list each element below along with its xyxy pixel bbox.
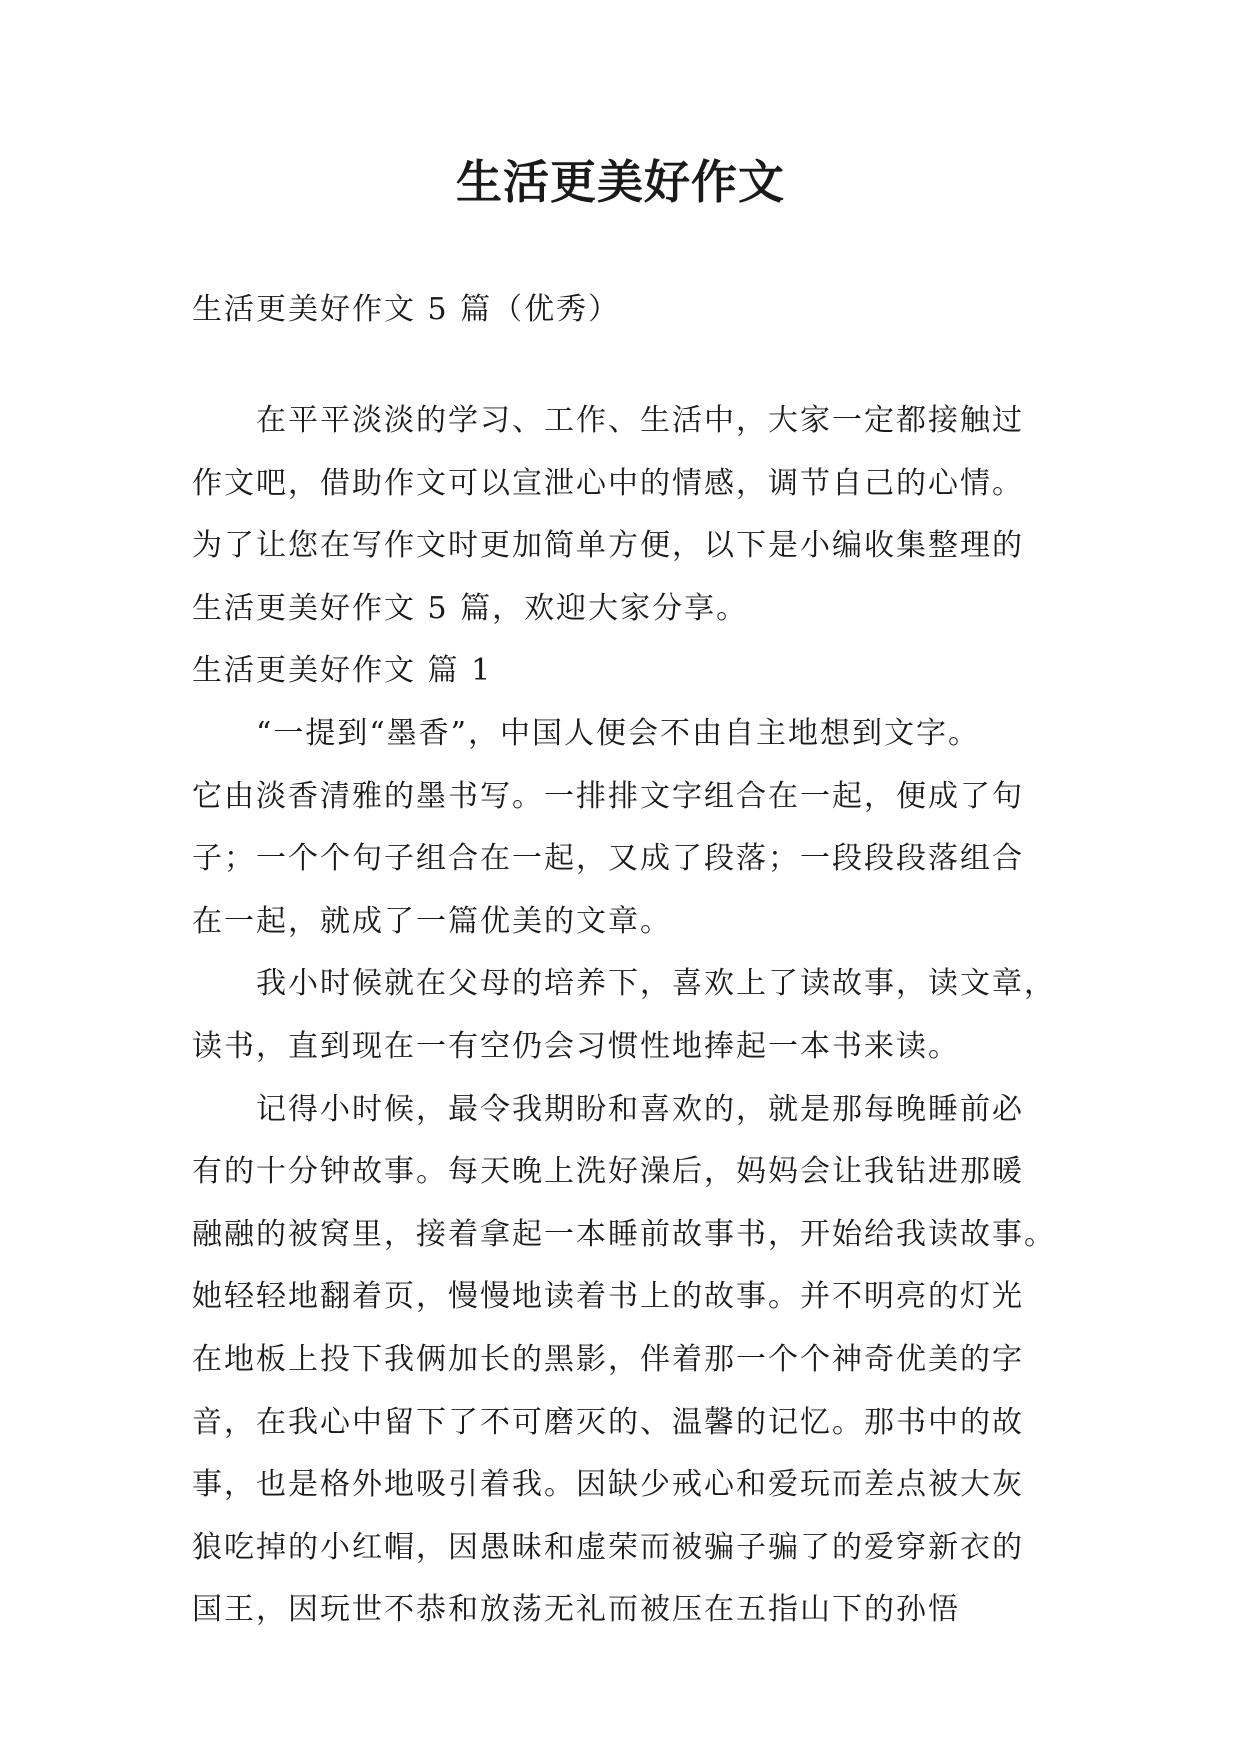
paragraph-line: 国王，因玩世不恭和放荡无礼而被压在五指山下的孙悟 bbox=[192, 1592, 960, 1628]
paragraph-line: 融融的被窝里，接着拿起一本睡前故事书，开始给我读故事。 bbox=[192, 1216, 1056, 1252]
document-subtitle: 生活更美好作文 5 篇（优秀） bbox=[192, 292, 621, 327]
paragraph-line: 事，也是格外地吸引着我。因缺少戒心和爱玩而差点被大灰 bbox=[192, 1467, 1024, 1503]
paragraph-line: 读书，直到现在一有空仍会习惯性地捧起一本书来读。 bbox=[192, 1028, 960, 1064]
paragraph-line: 子；一个个句子组合在一起，又成了段落；一段段段落组合 bbox=[192, 841, 1024, 877]
paragraph-line: 在地板上投下我俩加长的黑影，伴着那一个个神奇优美的字 bbox=[192, 1341, 1024, 1377]
paragraph-line: 记得小时候，最令我期盼和喜欢的，就是那每晚睡前必 bbox=[256, 1091, 1024, 1127]
paragraph-line: 作文吧，借助作文可以宣泄心中的情感，调节自己的心情。 bbox=[192, 465, 1024, 501]
document-body bbox=[192, 288, 1070, 1642]
paragraph-line: 狼吃掉的小红帽，因愚昧和虚荣而被骗子骗了的爱穿新衣的 bbox=[192, 1529, 1024, 1565]
paragraph-line: 音，在我心中留下了不可磨灭的、温馨的记忆。那书中的故 bbox=[192, 1404, 1024, 1440]
paragraph-line: 我小时候就在父母的培养下，喜欢上了读故事，读文章， bbox=[256, 966, 1056, 1002]
paragraph-line: 在平平淡淡的学习、工作、生活中，大家一定都接触过 bbox=[256, 403, 1024, 438]
paragraph-line: “一提到“墨香”，中国人便会不由自主地想到文字。 bbox=[256, 715, 981, 751]
section-heading: 生活更美好作文 篇 1 bbox=[192, 653, 493, 689]
paragraph-line: 在一起，就成了一篇优美的文章。 bbox=[192, 903, 672, 939]
document-title: 生活更美好作文 bbox=[456, 155, 785, 209]
paragraph-line: 她轻轻地翻着页，慢慢地读着书上的故事。并不明亮的灯光 bbox=[192, 1279, 1024, 1315]
paragraph-line: 有的十分钟故事。每天晚上洗好澡后，妈妈会让我钻进那暖 bbox=[192, 1154, 1024, 1190]
paragraph-line: 它由淡香清雅的墨书写。一排排文字组合在一起，便成了句 bbox=[192, 778, 1024, 814]
paragraph-line: 生活更美好作文 5 篇，欢迎大家分享。 bbox=[192, 590, 749, 626]
paragraph-line: 为了让您在写作文时更加简单方便，以下是小编收集整理的 bbox=[192, 528, 1024, 564]
